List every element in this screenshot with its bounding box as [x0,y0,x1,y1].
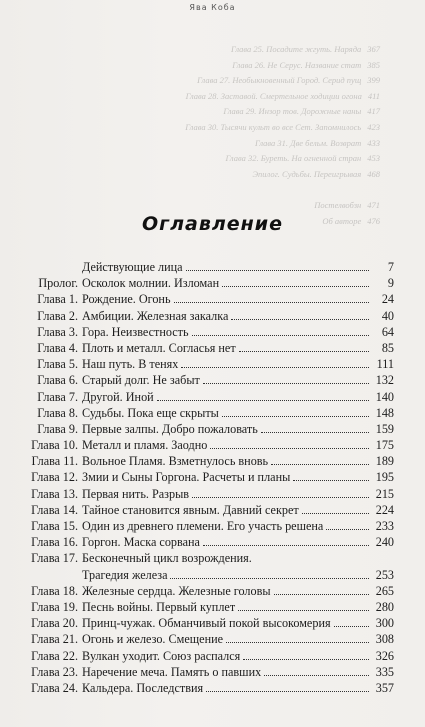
toc-entry-label: Глава 5. [37,357,78,372]
dot-leader [181,367,369,368]
toc-entry-page: 195 [375,470,394,485]
toc-entry-page: 300 [375,616,394,631]
dot-leader [203,545,369,546]
toc-entry [20,583,394,599]
toc-entry-label: Глава 8. [37,405,78,420]
toc-entry-title: Осколок молнии. Изломан [82,276,220,291]
dot-leader [243,659,369,660]
show-through-line [60,91,380,107]
toc-entry-title: Бесконечный цикл возрождения. [82,551,252,566]
dot-leader [274,594,369,595]
dot-leader [222,416,369,417]
dot-leader [231,319,369,320]
show-through-title: Постелвобзн [314,199,362,210]
dot-leader [261,432,369,433]
dot-leader [239,351,369,352]
dot-leader [192,497,369,498]
toc-entry-title: Горгон. Маска сорвана [82,535,200,550]
toc-entry-title: Судьбы. Пока еще скрыты [82,405,219,420]
toc-entry-page: 24 [381,292,394,307]
toc-entry [20,631,394,647]
toc-entry-page: 265 [375,583,394,598]
toc-entry-page: 159 [375,421,394,436]
dot-leader [293,480,369,481]
toc-entry [20,453,394,469]
toc-entry-page: 64 [381,324,394,339]
show-through-line [60,138,380,154]
toc-entry-page: 280 [375,599,394,614]
dot-leader [226,642,369,643]
show-through-title: Глава 27. Необыкновенный Город. Серид пущ [197,75,362,86]
dot-leader [192,335,369,336]
dot-leader [222,286,369,287]
toc-entry-title: Вулкан уходит. Союз распался [82,648,241,663]
show-through-page: 453 [367,153,380,164]
toc-entry-label: Глава 11. [31,454,78,469]
toc-entry-label: Глава 6. [37,373,78,388]
toc-entry-title: Первые залпы. Добро пожаловать [82,421,258,436]
toc-entry-label: Глава 9. [37,421,78,436]
toc-entry-page: 132 [375,373,394,388]
toc-entry [20,389,394,405]
show-through-line [60,75,380,91]
toc-entry-label: Глава 14. [31,502,78,517]
show-through-title: Глава 31. Две бельм. Возврат [254,137,362,148]
toc-entry-page: 326 [375,648,394,663]
show-through-title: Глава 29. Инзор тов. Дорожные наны [223,106,362,117]
toc-entry-label: Глава 15. [31,519,78,533]
show-through-page: 417 [367,106,380,117]
show-through-title: Об авторе [322,215,362,226]
toc-entry-title: Кальдера. Последствия [82,680,204,695]
toc-entry [20,550,394,566]
running-head: Ява Коба [189,3,236,12]
dot-leader [170,578,369,579]
dot-leader [264,675,369,676]
toc-entry-title: Металл и пламя. Заодно [82,438,208,453]
show-through-title: Глава 28. Заставой. Смертельное ходиции огона [185,90,362,101]
toc-entry [20,680,394,696]
toc-entry-page: 40 [381,308,394,323]
toc-entry-label: Глава 12. [31,470,78,485]
toc-entry [20,502,394,518]
toc-entry-title: Рождение. Огонь [82,292,171,307]
show-through-line [60,106,380,122]
toc-entry-label: Глава 3. [37,324,78,339]
show-through-title: Глава 26. Не Серус. Название стат [232,59,362,70]
toc-entry-label: Глава 24. [31,680,78,695]
toc-entry [20,648,394,664]
toc-entry [20,518,394,534]
toc-entry [20,486,394,502]
toc-entry-label: Глава 17. [31,551,78,566]
toc-entry [20,534,394,550]
toc-entry [20,599,394,615]
toc-entry [20,664,394,680]
toc-entry-page: 335 [375,664,394,679]
toc-entry-page: 175 [375,438,394,453]
toc-entry [20,421,394,437]
toc-entry-page: 233 [375,519,394,533]
toc-entry-page: 140 [375,389,394,404]
toc-entry [20,356,394,372]
toc-entry-page: 85 [381,340,394,355]
toc-entry-label: Глава 21. [31,632,78,647]
show-through-page: 423 [367,121,380,132]
toc-entry [20,372,394,388]
toc-entry-page: 189 [375,454,394,469]
toc-entry-label: Глава 10. [31,438,78,453]
show-through-title: Глава 25. Посадите жгуть. Наряда [230,44,362,54]
dot-leader [174,302,369,303]
toc-entry-title: Гора. Неизвестность [82,324,189,339]
show-through-line [60,60,380,76]
show-through-title: Эпилог. Судьбы. Переигрывая [252,168,362,179]
toc-entry-label: Глава 20. [31,616,78,631]
toc-entry-label: Глава 2. [37,308,78,323]
toc-entry [20,405,394,421]
dot-leader [203,383,369,384]
dot-leader [210,448,369,449]
show-through-page: 468 [367,168,380,179]
toc-entry-label: Глава 7. [37,389,78,404]
dot-leader [326,529,369,530]
show-through-line [60,44,380,60]
show-through-line [60,169,380,185]
toc-entry [20,308,394,324]
show-through-page: 476 [367,215,380,226]
toc-entry-title: Трагедия железа [82,567,168,582]
toc-entry-title: Действующие лица [82,260,183,274]
toc-entry [20,275,394,291]
toc-entry-title: Наш путь. В тенях [82,357,179,372]
dot-leader [271,464,369,465]
table-of-contents [20,259,394,696]
show-through-text [60,44,380,231]
toc-entry-title: Железные сердца. Железные головы [82,583,271,598]
toc-entry-page: 215 [375,486,394,501]
toc-entry-label: Глава 22. [31,648,78,663]
toc-entry-label: Глава 18. [31,583,78,598]
toc-entry-title: Змии и Сыны Горгона. Расчеты и планы [82,470,291,485]
dot-leader [302,513,369,514]
show-through-page: 471 [367,199,380,210]
show-through-page: 385 [367,59,380,70]
toc-entry [20,291,394,307]
toc-entry-title: Тайное становится явным. Давний секрет [82,502,299,517]
toc-entry-title: Песнь войны. Первый куплет [82,599,236,614]
toc-entry [20,615,394,631]
toc-entry [20,469,394,485]
dot-leader [157,400,369,401]
toc-entry-title: Принц-чужак. Обманчивый покой высокомерия [82,616,331,631]
toc-entry-page: 357 [375,680,394,695]
show-through-page: 433 [367,137,380,148]
toc-entry [20,259,394,275]
toc-entry [20,340,394,356]
toc-entry [20,437,394,453]
toc-entry-label: Глава 19. [31,599,78,614]
toc-entry-title: Один из древнего племени. Его участь решена [82,519,324,533]
show-through-page: 411 [367,90,380,101]
toc-entry-page: 111 [376,357,394,372]
show-through-page: 399 [367,75,380,86]
show-through-title [60,184,380,200]
dot-leader [238,610,369,611]
toc-entry-title: Плоть и металл. Согласья нет [82,340,236,355]
toc-entry-title: Огонь и железо. Смещение [82,632,224,647]
dot-leader [206,691,369,692]
toc-entry-title: Вольное Пламя. Взметнулось вновь [82,454,269,469]
dot-leader [186,270,369,271]
toc-entry-title: Первая нить. Разрыв [82,486,190,501]
toc-entry-page: 240 [375,535,394,550]
toc-entry-page: 308 [375,632,394,647]
toc-entry-title: Амбиции. Железная закалка [82,308,229,323]
toc-entry-page: 148 [375,405,394,420]
show-through-line [60,184,380,200]
show-through-title: Глава 30. Тысячи культ во все Сет. Запомнилось [185,121,362,132]
toc-title: Оглавление [142,213,283,235]
toc-entry-label: Пролог. [38,276,78,291]
show-through-title: Глава 32. Буреть. На огненной стран [225,153,362,164]
show-through-page: 367 [367,44,380,54]
toc-entry [20,567,394,583]
toc-entry-title: Наречение меча. Память о павших [82,664,262,679]
show-through-line [60,122,380,138]
toc-entry-title: Старый долг. Не забыт [82,373,200,388]
toc-entry-label: Глава 23. [31,664,78,679]
toc-entry [20,324,394,340]
toc-entry-label: Глава 4. [37,340,78,355]
toc-entry-page: 224 [375,502,394,517]
toc-entry-page: 9 [387,276,394,291]
show-through-line [60,153,380,169]
toc-entry-label: Глава 1. [37,292,78,307]
toc-entry-page: 253 [375,567,394,582]
dot-leader [334,626,369,627]
toc-entry-title: Другой. Иной [82,389,154,404]
toc-entry-label: Глава 13. [31,486,78,501]
toc-entry-label: Глава 16. [31,535,78,550]
toc-entry-page: 7 [387,260,394,274]
